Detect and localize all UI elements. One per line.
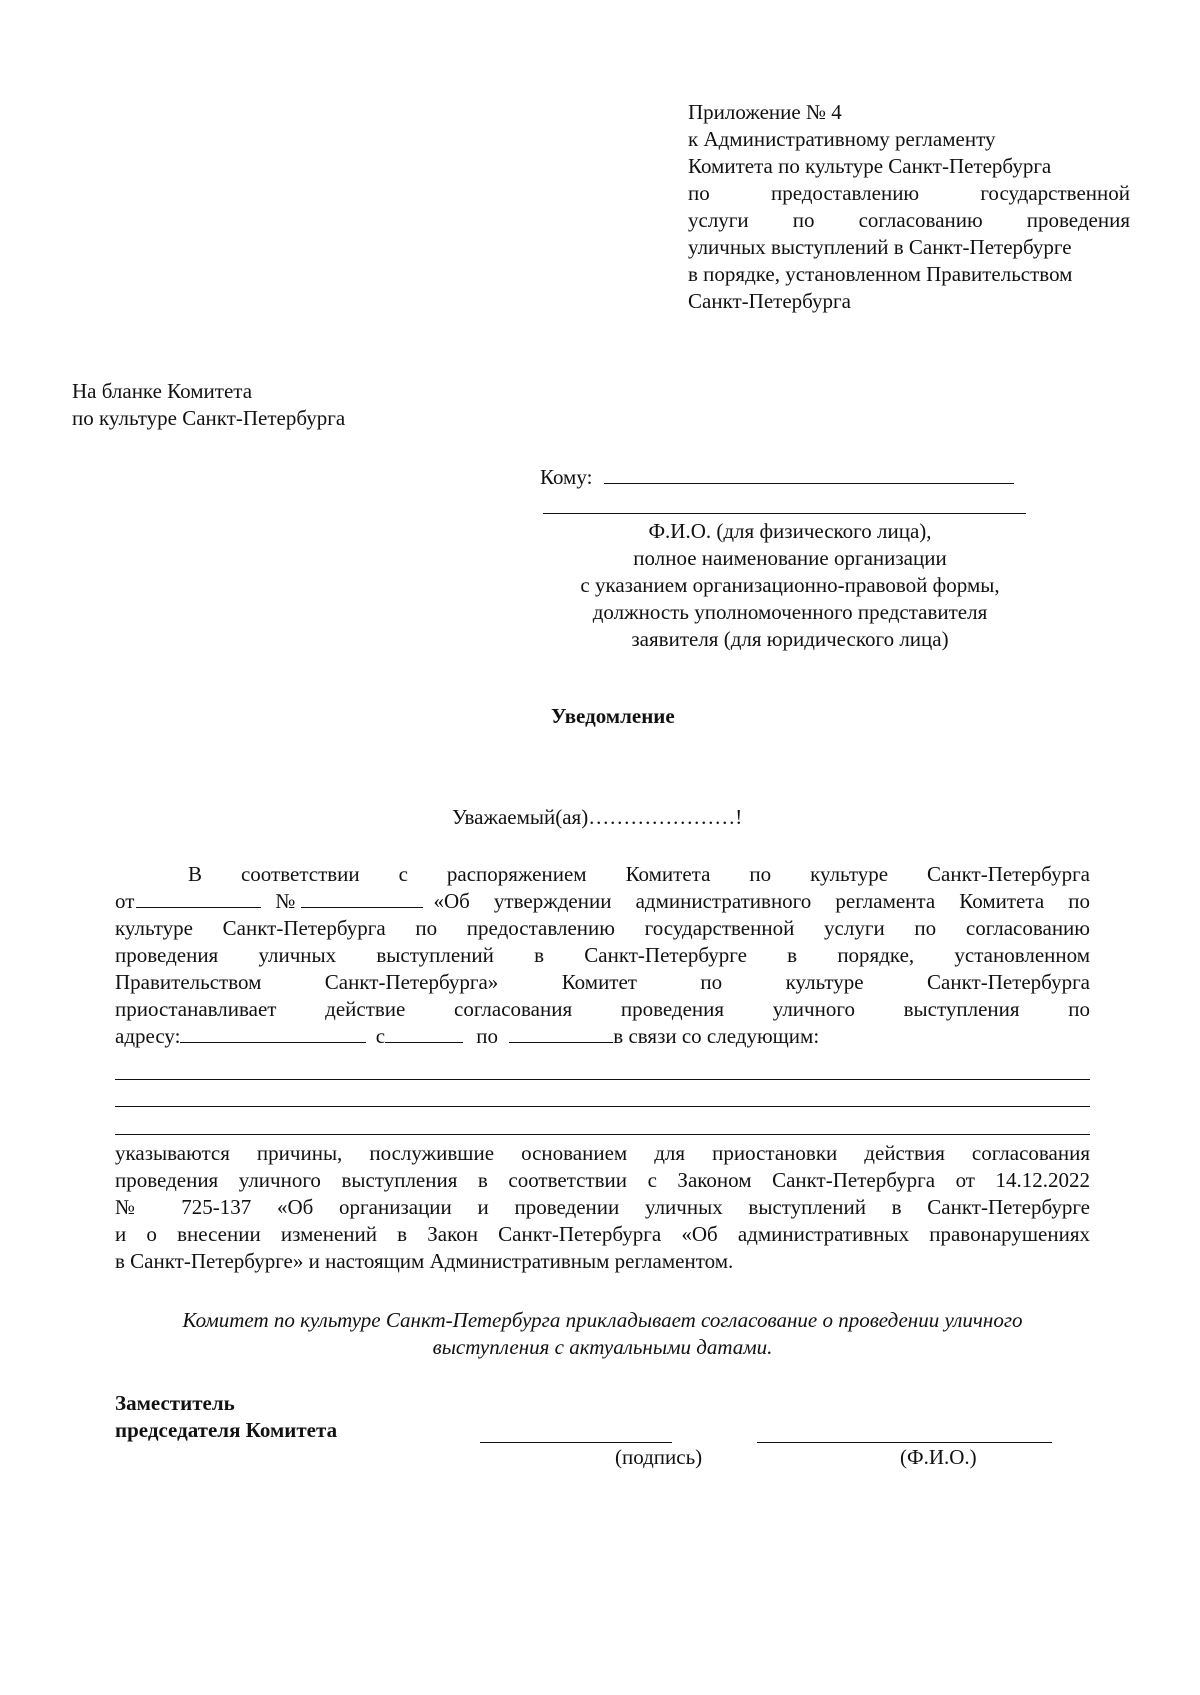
attachment-line: выступления с актуальными датами. — [432, 1335, 773, 1359]
recipient-label: Кому: — [540, 465, 593, 489]
address-label: адресу: — [115, 1024, 181, 1048]
recipient-desc-line: с указанием организационно-правовой формы, — [580, 573, 1000, 597]
start-date-field[interactable] — [385, 1024, 463, 1043]
body-line-address — [115, 1023, 1090, 1050]
recipient-field[interactable] — [540, 464, 1014, 491]
recipient-desc-line: должность уполномоченного представителя — [592, 600, 988, 624]
recipient-desc-line: Ф.И.О. (для физического лица), — [648, 519, 932, 543]
recipient-desc-line: полное наименование организации — [633, 546, 947, 570]
position-line: председателя Комитета — [115, 1418, 338, 1442]
order-number-field[interactable] — [301, 889, 423, 908]
reasons-line: указываются причины, послужившие основанием для приостановки действия согласования — [115, 1141, 1090, 1165]
body-line-2 — [115, 888, 1090, 915]
reason-blank-line-1[interactable] — [115, 1079, 1090, 1080]
appendix-line: услуги по согласованию проведения — [688, 208, 1130, 232]
appendix-line: в порядке, установленном Правительством — [688, 262, 1073, 286]
full-name-caption: (Ф.И.О.) — [900, 1445, 977, 1469]
number-label: № — [275, 889, 296, 913]
signature-line[interactable] — [480, 1442, 672, 1443]
signatory-position — [115, 1390, 337, 1444]
document-title: Уведомление — [551, 704, 675, 728]
to-date-label: по — [476, 1024, 499, 1048]
full-name-line[interactable] — [757, 1442, 1052, 1443]
reasons-line: в Санкт-Петербурге» и настоящим Административным регламентом. — [115, 1249, 734, 1273]
reasons-hint — [115, 1140, 1090, 1275]
address-field[interactable] — [180, 1024, 366, 1043]
appendix-line: Приложение № 4 — [688, 100, 842, 124]
recipient-second-line[interactable] — [543, 513, 1026, 514]
from-label: от — [115, 889, 135, 913]
body-line-2-text: «Об утверждении административного регламента Комитета по — [433, 889, 1090, 913]
attachment-note — [100, 1307, 1105, 1361]
recipient-blank-line[interactable] — [604, 465, 1014, 484]
appendix-line: Санкт-Петербурга — [688, 289, 851, 313]
body-paragraph — [115, 861, 1090, 1050]
letterhead-note — [72, 378, 345, 432]
appendix-line: по предоставлению государственной — [688, 181, 1130, 205]
reasons-line: и о внесении изменений в Закон Санкт-Петербурга «Об административных правонарушениях — [115, 1222, 1090, 1246]
signature-caption: (подпись) — [615, 1445, 703, 1469]
from-date-label: с — [375, 1024, 386, 1048]
appendix-line: к Административному регламенту — [688, 127, 996, 151]
appendix-line: Комитета по культуре Санкт-Петербурга — [688, 154, 1052, 178]
appendix-header — [688, 99, 1130, 315]
recipient-desc-line: заявителя (для юридического лица) — [631, 627, 949, 651]
body-line: культуре Санкт-Петербурга по предоставлению государственной услуги по согласованию — [115, 916, 1090, 940]
appendix-line: уличных выступлений в Санкт-Петербурге — [688, 235, 1072, 259]
order-date-field[interactable] — [136, 889, 261, 908]
reasons-line: проведения уличного выступления в соответствии с Законом Санкт-Петербурга от 14.12.2022 — [115, 1168, 1090, 1192]
reasons-line: № 725-137 «Об организации и проведении уличных выступлений в Санкт-Петербурге — [115, 1195, 1090, 1219]
body-line: В соответствии с распоряжением Комитета по культуре Санкт-Петербурга — [188, 862, 1090, 886]
greeting: Уважаемый(ая)…………………! — [452, 805, 743, 829]
recipient-description — [520, 518, 1060, 653]
reason-blank-line-3[interactable] — [115, 1134, 1090, 1135]
end-date-field[interactable] — [509, 1024, 613, 1043]
body-line: приостанавливает действие согласования проведения уличного выступления по — [115, 997, 1090, 1021]
body-line: проведения уличных выступлений в Санкт-Петербурге в порядке, установленном — [115, 943, 1090, 967]
reason-blank-line-2[interactable] — [115, 1106, 1090, 1107]
letterhead-line: по культуре Санкт-Петербурга — [72, 406, 346, 430]
letterhead-line: На бланке Комитета — [72, 379, 253, 403]
reason-label: в связи со следующим: — [613, 1024, 820, 1048]
attachment-line: Комитет по культуре Санкт-Петербурга прикладывает согласование о проведении уличного — [182, 1308, 1023, 1332]
body-line: Правительством Санкт-Петербурга» Комитет по культуре Санкт-Петербурга — [115, 970, 1090, 994]
position-line: Заместитель — [115, 1391, 235, 1415]
